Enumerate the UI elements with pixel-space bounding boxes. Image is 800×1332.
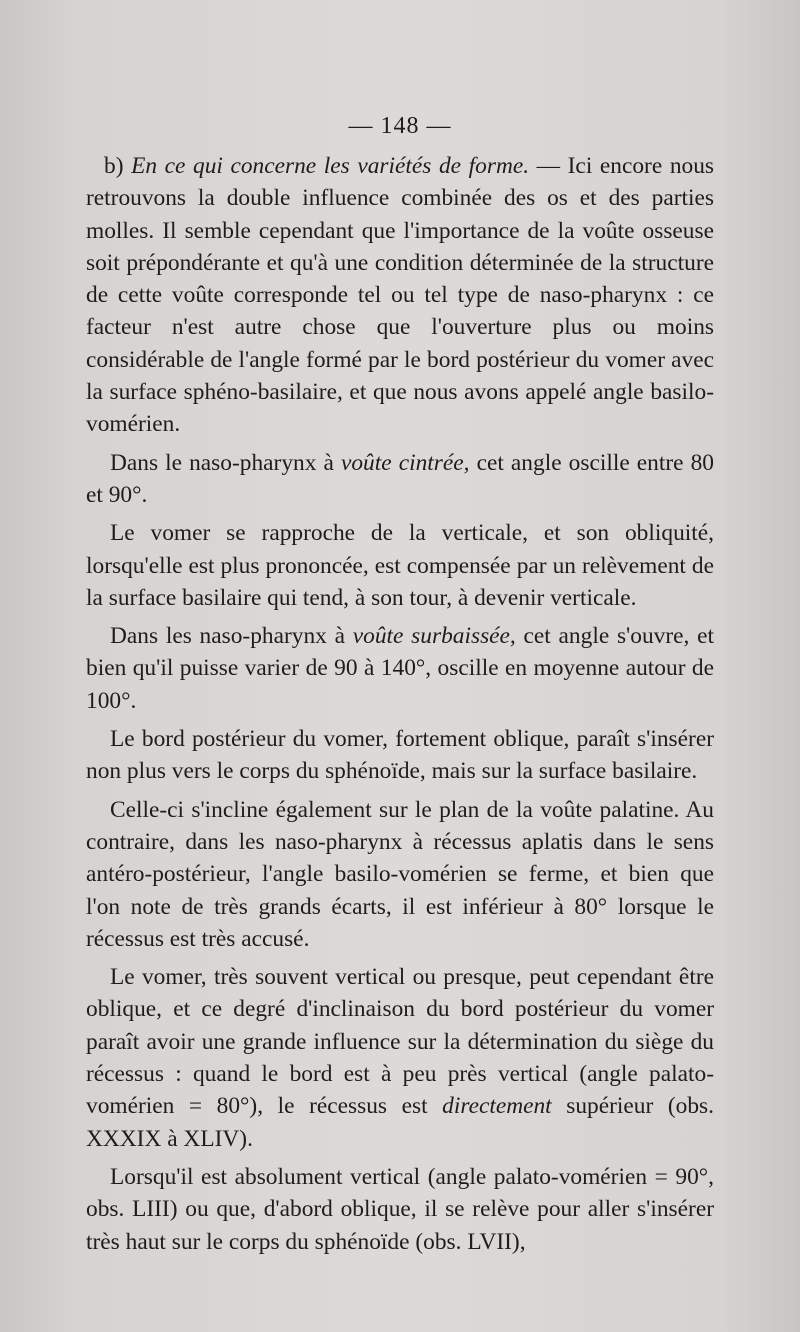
italic-run: voûte cintrée, <box>340 449 470 476</box>
text-run: Celle-ci s'incline également sur le plan de la voûte palatine. Au contraire, dans les naso-pharynx à récessus aplatis dans le sens antéro-postérieur, l'angle basilo-vomérien se ferme, et bien que l'on note de très grands écarts, il est inférieur à 80° lorsque le récessus est très accusé. <box>86 796 714 952</box>
text-run: Lorsqu'il est absolument vertical (angle palato-vomérien = 90°, obs. LIII) ou que, d'abord oblique, il se relève pour aller s'insérer très haut sur le corps du sphénoïde (obs. LVII), <box>86 1163 714 1255</box>
paragraph-inclinaison <box>86 794 714 955</box>
italic-run: En ce qui concerne les variétés de forme. <box>131 153 530 179</box>
paragraph-forme <box>86 150 714 441</box>
text-run: Le vomer, très souvent vertical ou presque, peut cependant être oblique, et ce degré d'inclinaison du bord postérieur du vomer paraît avoir une grande influence sur la détermination du siège du récessus : quand le bord est à peu près vertical (angle palato-vomérien = 80°), le récessus est <box>86 964 714 1120</box>
paragraph-bord-posterieur <box>86 723 714 788</box>
paragraph-voute-cintree <box>86 447 714 512</box>
text-run: Le bord postérieur du vomer, fortement oblique, paraît s'insérer non plus vers le corps du sphénoïde, mais sur la surface basilaire. <box>86 726 714 785</box>
page-body <box>86 150 714 1258</box>
text-run: cet angle oscille entre 80 et 90°. <box>86 449 714 508</box>
text-run: Le vomer se rapproche de la verticale, et son obliquité, lorsqu'elle est plus prononcée, est compensée par un relèvement de la surface basilaire qui tend, à son tour, à devenir verticale. <box>86 520 714 611</box>
text-run: — Ici encore nous retrouvons la double influence combinée des os et des parties molles. Il semble cependant que l'importance de la voûte osseuse soit prépondérante et qu'à une condition déterminée de la structure de cette voûte corresponde tel ou tel type de naso-pharynx : ce facteur n'est autre chose que l'ouverture plus ou moins considérable de l'angle formé par le bord postérieur du vomer avec la surface sphéno-basilaire, et que nous avons appelé angle basilo-vomérien. <box>86 153 715 438</box>
italic-run: directement <box>442 1093 552 1120</box>
text-run: supérieur (obs. XXXIX à XLIV). <box>86 1093 714 1152</box>
text-run: Dans le naso-pharynx à <box>110 449 341 476</box>
text-run: cet angle s'ouvre, et bien qu'il puisse varier de 90 à 140°, oscille en moyenne autour de 100°. <box>86 623 715 714</box>
italic-run: voûte surbaissée, <box>352 623 516 650</box>
page-number: — 148 — <box>348 113 452 139</box>
paragraph-vomer-verticale <box>86 517 714 614</box>
text-run: Dans les naso-pharynx à <box>110 623 353 650</box>
paragraph-absolument-vertical <box>86 1161 714 1258</box>
paragraph-vomer-vertical <box>86 961 714 1155</box>
text-run: b) <box>104 153 132 179</box>
paragraph-voute-surbaissee <box>86 620 714 717</box>
